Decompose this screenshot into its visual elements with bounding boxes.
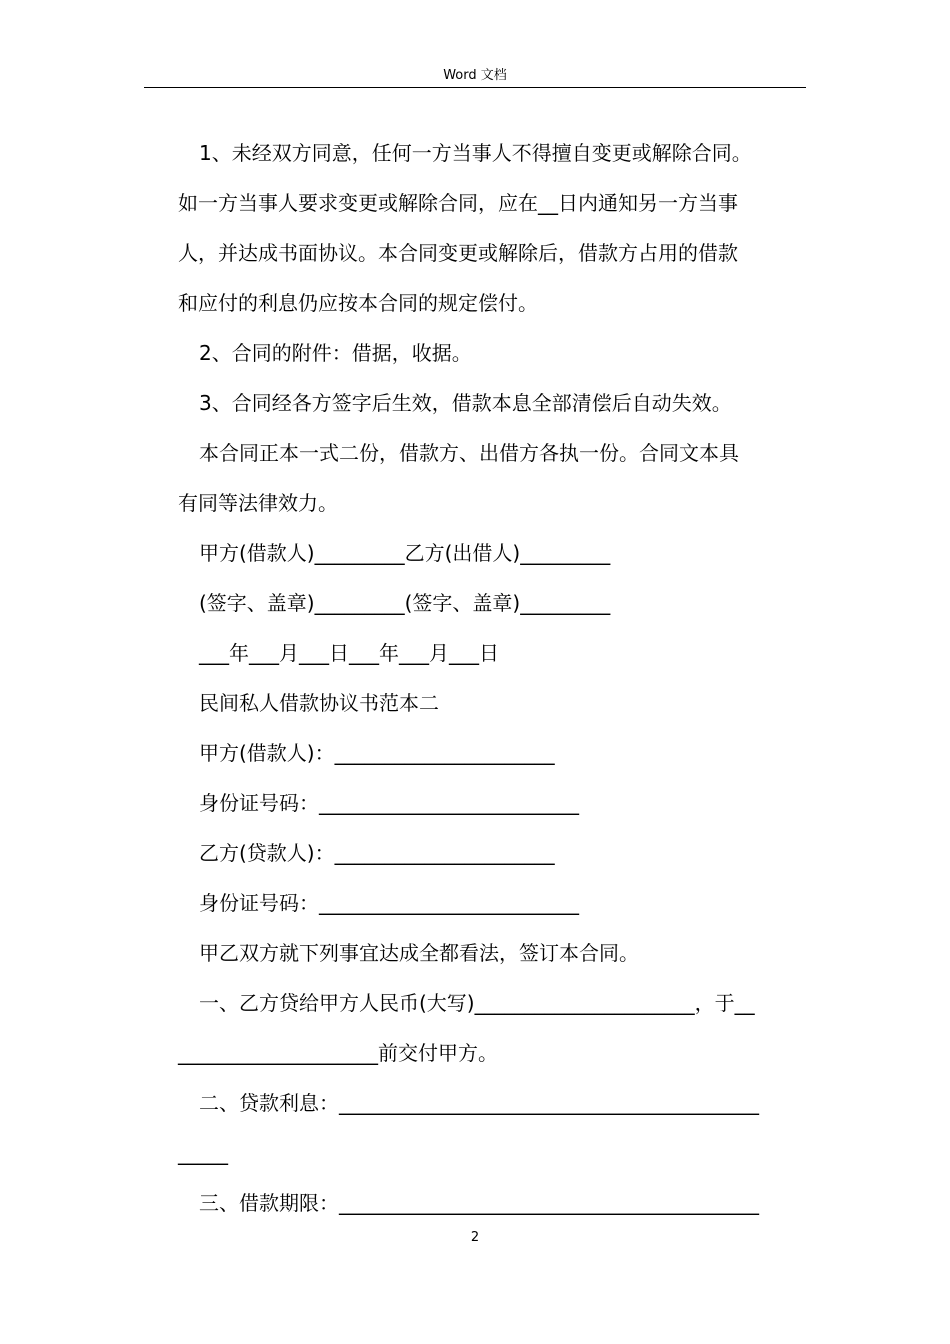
clause-1-continuation: 和应付的利息仍应按本合同的规定偿付。 [178,291,538,315]
date-line: ___年___月___日___年___月___日 [199,641,499,665]
party-a-id-field: 身份证号码：__________________________ [199,791,579,815]
agreement-intro: 甲乙双方就下列事宜达成全都看法，签订本合同。 [199,941,639,965]
party-b-id-field: 身份证号码：__________________________ [199,891,579,915]
header-divider [144,87,806,88]
clause-2-line: 2、合同的附件：借据，收据。 [199,341,472,365]
party-signature-line: 甲方(借款人)_________乙方(出借人)_________ [199,541,611,565]
article-2-line: 二、贷款利息：__________________________________________ [199,1091,759,1115]
party-a-field: 甲方(借款人)：______________________ [199,741,555,765]
party-b-field: 乙方(贷款人)：______________________ [199,841,555,865]
clause-1-continuation: 人，并达成书面协议。本合同变更或解除后，借款方占用的借款 [178,241,738,265]
clause-1-continuation: 如一方当事人要求变更或解除合同，应在__日内通知另一方当事 [178,191,738,215]
page-number: 2 [470,1230,480,1245]
clause-1-line: 1、未经双方同意，任何一方当事人不得擅自变更或解除合同。 [199,141,752,165]
copies-paragraph-continuation: 有同等法律效力。 [178,491,338,515]
article-3-line: 三、借款期限：__________________________________________ [199,1191,759,1215]
article-2-continuation: _____ [178,1141,228,1165]
page-header: Word 文档 [443,68,507,83]
copies-paragraph: 本合同正本一式二份，借款方、出借方各执一份。合同文本具 [199,441,739,465]
article-1-line: 一、乙方贷给甲方人民币(大写)______________________，于__ [199,991,755,1015]
section-title: 民间私人借款协议书范本二 [199,691,439,715]
article-1-continuation: ____________________前交付甲方。 [178,1041,498,1065]
seal-signature-line: (签字、盖章)_________(签字、盖章)_________ [199,591,611,615]
clause-3-line: 3、合同经各方签字后生效，借款本息全部清偿后自动失效。 [199,391,732,415]
document-body [178,128,808,1228]
